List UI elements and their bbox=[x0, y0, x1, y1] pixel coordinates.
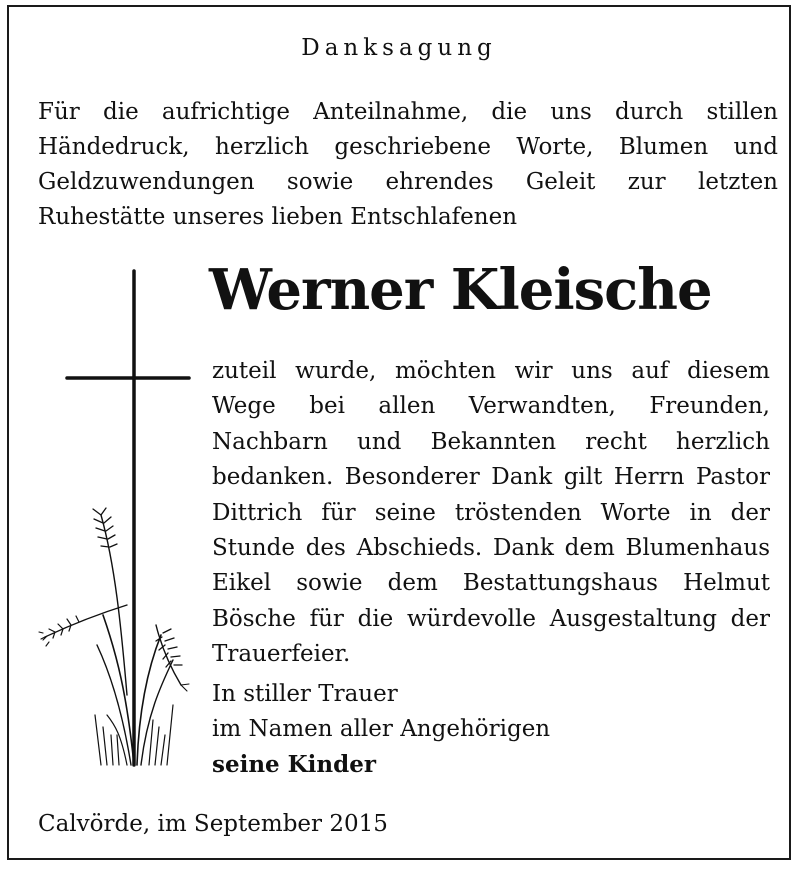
notice-heading: Danksagung bbox=[301, 35, 497, 61]
obituary-notice bbox=[7, 5, 791, 860]
cross-with-wheat-icon bbox=[31, 265, 201, 785]
place-date: Calvörde, im September 2015 bbox=[38, 811, 388, 837]
closing-line-1: In stiller Trauer bbox=[212, 681, 398, 707]
intro-text: Für die aufrichtige Anteilnahme, die uns durch stillen Händedruck, herzlich geschriebene Worte, Blumen und Geldzuwendungen sowie ehrendes Geleit zur letzten Ruhestätte unseres lieben Entschlafenen bbox=[38, 99, 778, 230]
closing-line-2: im Namen aller Angehörigen bbox=[212, 716, 551, 742]
body-text: zuteil wurde, möchten wir uns auf diesem Wege bei allen Verwandten, Freunden, Nachbarn und Bekannten recht herzlich bedanken. Besonderer Dank gilt Herrn Pastor Dittrich für seine tröstenden Worte in der Stunde des Abschieds. Dank dem Blumenhaus Eikel sowie dem Bestattungshaus Helmut Bösche für die würdevolle Ausgestaltung der Trauerfeier. bbox=[212, 358, 770, 668]
signature: seine Kinder bbox=[212, 751, 376, 778]
deceased-name: Werner Kleische bbox=[209, 257, 712, 323]
closing-block bbox=[212, 677, 712, 782]
